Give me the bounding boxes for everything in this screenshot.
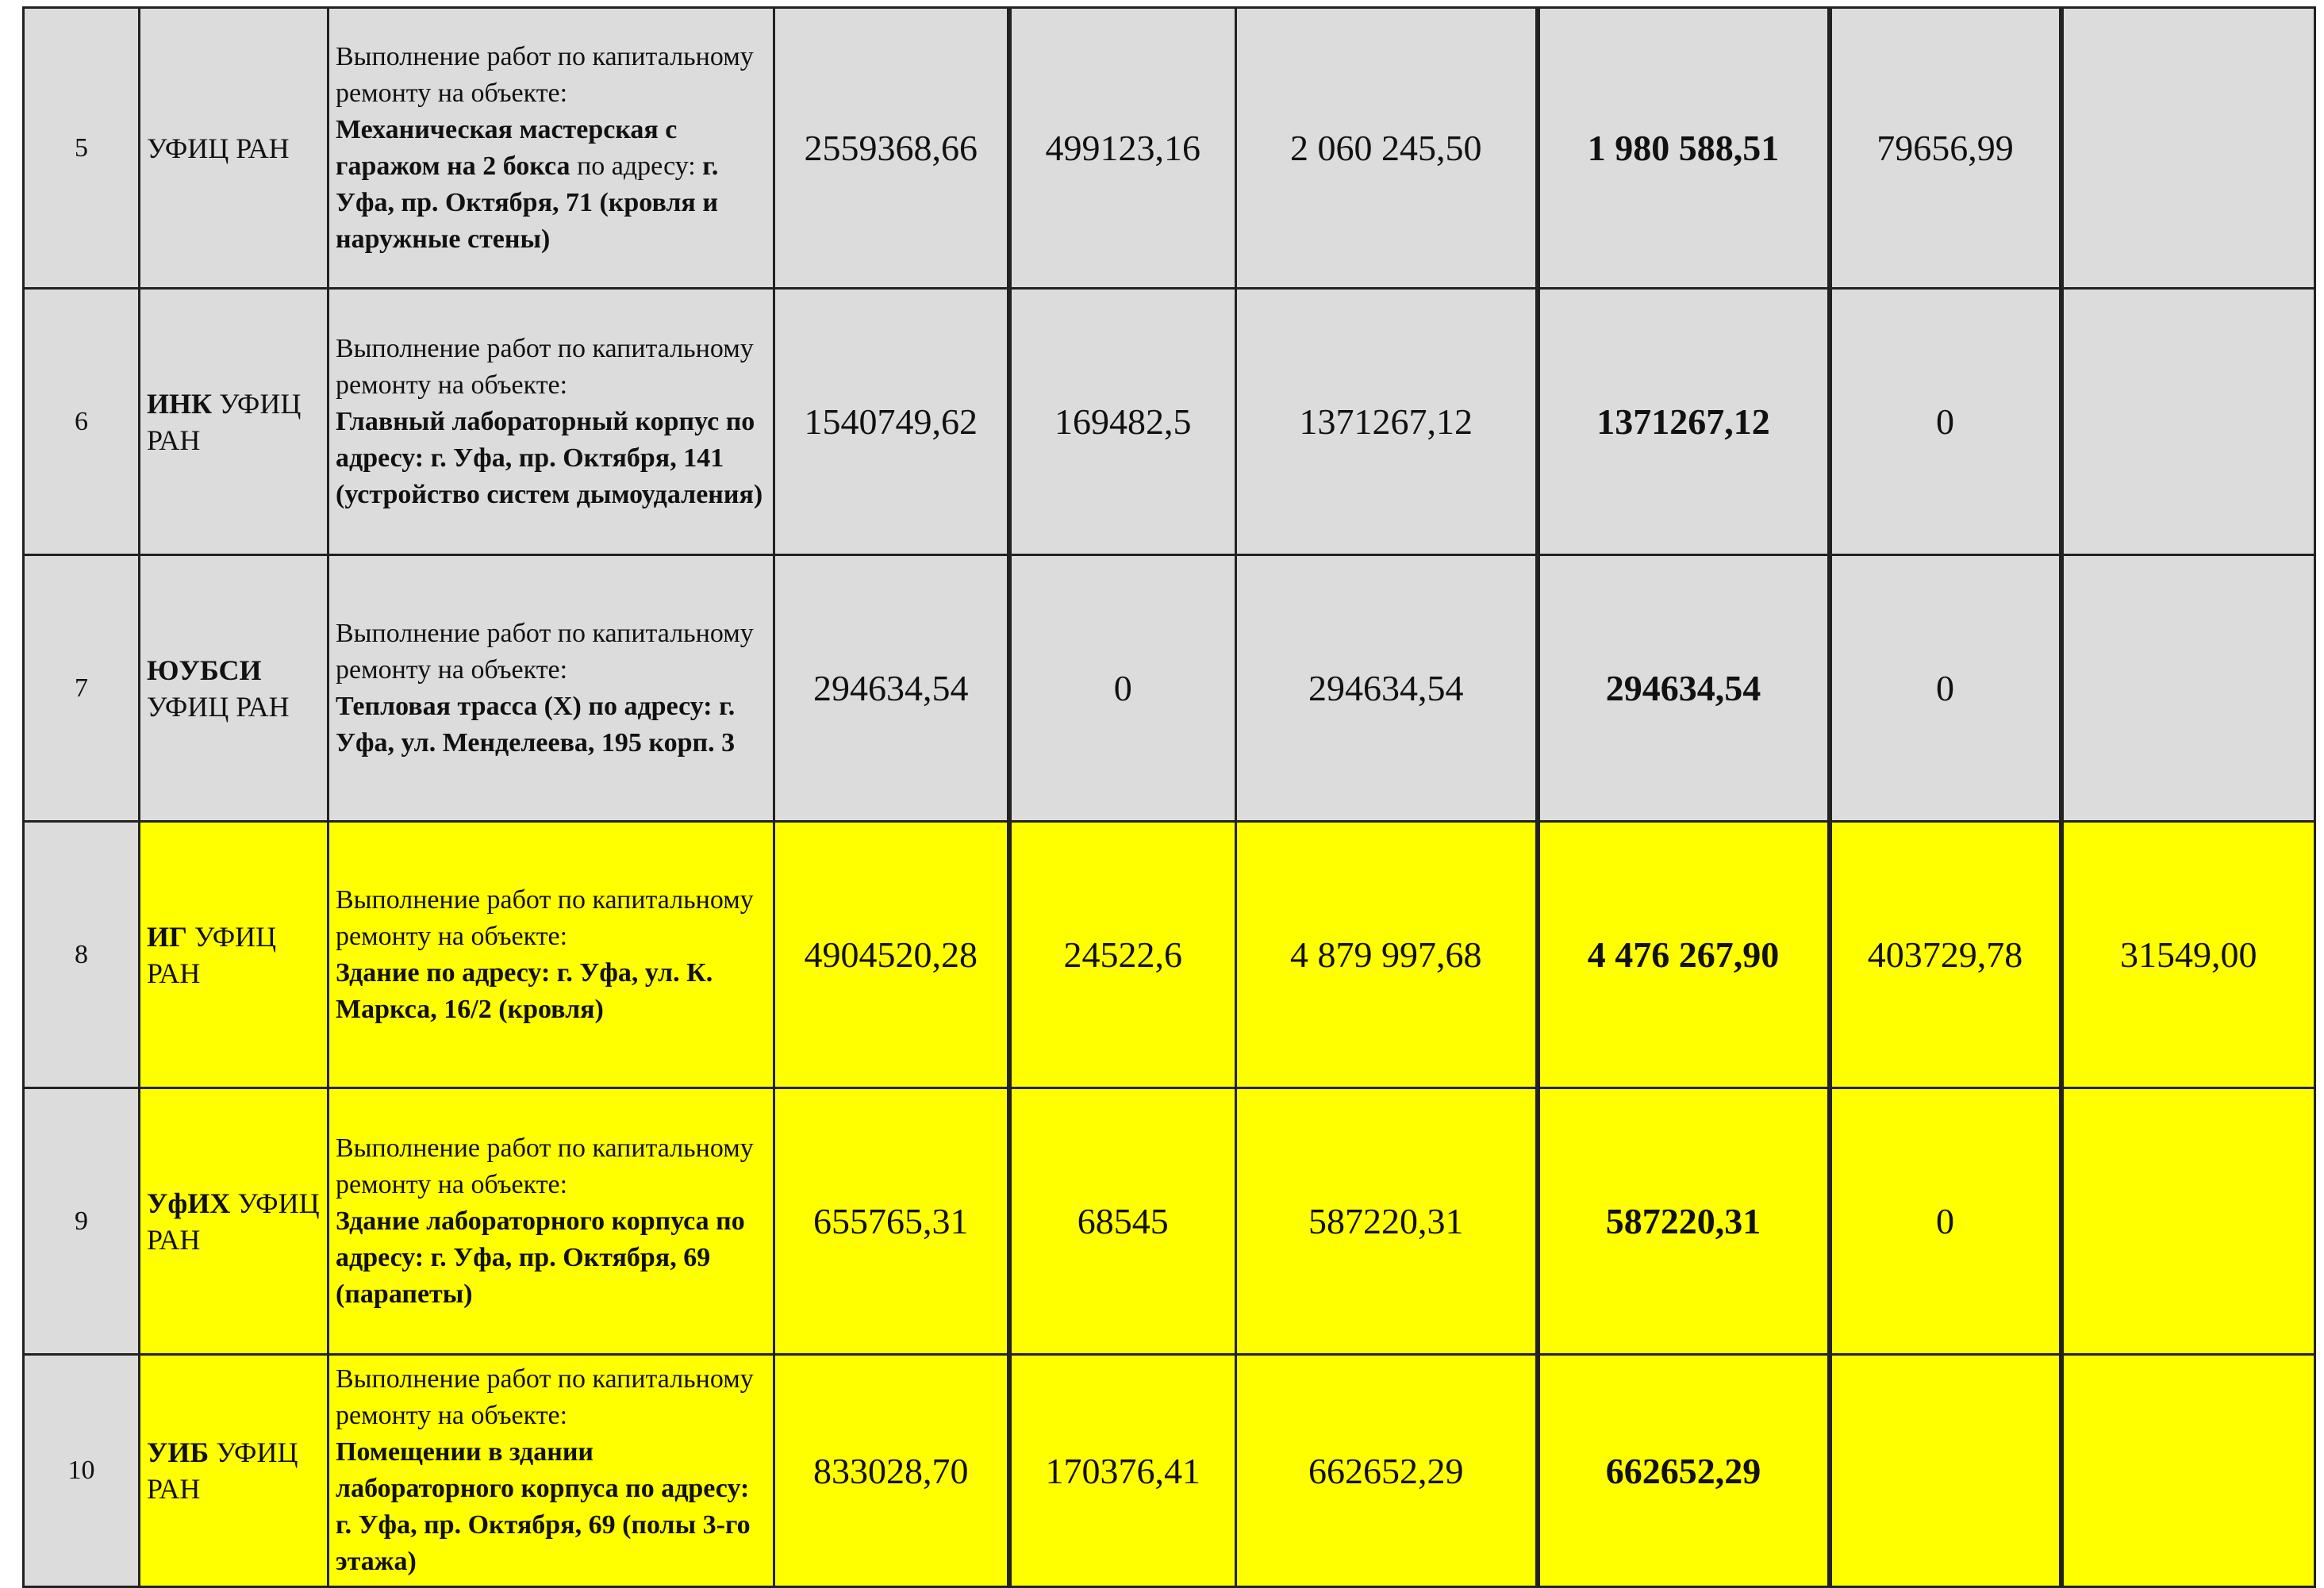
table-row: [24, 8, 2315, 289]
value-cell-6: 31549,00: [2061, 822, 2315, 1088]
value-cell-5: 0: [1830, 555, 2061, 822]
value-cell-3: 294634,54: [1236, 555, 1538, 822]
value-cell-4: 587220,31: [1538, 1088, 1830, 1355]
description-object: Здание лабораторного корпуса по адресу: г. Уфа, пр. Октября, 69 (парапеты): [336, 1206, 745, 1309]
value-cell-1: 655765,31: [774, 1088, 1009, 1355]
value-cell-6: [2061, 289, 2315, 555]
value-cell-5: 403729,78: [1830, 822, 2061, 1088]
value-cell-2: 68545: [1009, 1088, 1236, 1355]
description-address: г. Уфа, пр. Октября, 71 (кровля и наружные стены): [336, 151, 719, 254]
value-cell-3: 2 060 245,50: [1236, 8, 1538, 289]
organization-name: УФИЦ РАН: [147, 1187, 320, 1256]
description-intro: Выполнение работ по капитальному ремонту на объекте:: [336, 618, 754, 685]
work-description-cell: [328, 1088, 774, 1355]
organization-name: УФИЦ РАН: [147, 920, 277, 989]
value-cell-6: [2061, 1088, 2315, 1355]
value-cell-2: 169482,5: [1009, 289, 1236, 555]
value-cell-4: 1 980 588,51: [1538, 8, 1830, 289]
description-mid: по адресу:: [570, 151, 703, 181]
row-number: 10: [24, 1355, 140, 1587]
description-intro: Выполнение работ по капитальному ремонту на объекте:: [336, 884, 754, 951]
organization-cell: [140, 289, 328, 555]
organization-abbr: УфИХ: [147, 1187, 231, 1219]
row-number: 7: [24, 555, 140, 822]
work-description-cell: [328, 822, 774, 1088]
table-row: [24, 822, 2315, 1088]
table-row: [24, 1355, 2315, 1587]
description-object: Главный лабораторный корпус по адресу: г. Уфа, пр. Октября, 141 (устройство систем дымоудаления): [336, 406, 763, 509]
description-object: Помещении в здании лабораторного корпуса по адресу: г. Уфа, пр. Октября, 69 (полы 3-го этажа): [336, 1437, 751, 1576]
organization-name: УФИЦ РАН: [147, 690, 290, 723]
value-cell-6: [2061, 555, 2315, 822]
description-intro: Выполнение работ по капитальному ремонту на объекте:: [336, 333, 754, 400]
value-cell-1: 833028,70: [774, 1355, 1009, 1587]
value-cell-1: 2559368,66: [774, 8, 1009, 289]
value-cell-4: 294634,54: [1538, 555, 1830, 822]
value-cell-5: 79656,99: [1830, 8, 2061, 289]
work-description-cell: [328, 289, 774, 555]
value-cell-5: 0: [1830, 1088, 2061, 1355]
row-number: 6: [24, 289, 140, 555]
description-intro: Выполнение работ по капитальному ремонту на объекте:: [336, 1364, 754, 1430]
value-cell-3: 587220,31: [1236, 1088, 1538, 1355]
organization-abbr: УИБ: [147, 1436, 209, 1468]
table-row: [24, 1088, 2315, 1355]
value-cell-2: 170376,41: [1009, 1355, 1236, 1587]
value-cell-6: [2061, 8, 2315, 289]
value-cell-2: 499123,16: [1009, 8, 1236, 289]
organization-cell: [140, 8, 328, 289]
value-cell-3: 1371267,12: [1236, 289, 1538, 555]
value-cell-4: 4 476 267,90: [1538, 822, 1830, 1088]
value-cell-3: 662652,29: [1236, 1355, 1538, 1587]
value-cell-4: 1371267,12: [1538, 289, 1830, 555]
work-description-cell: [328, 1355, 774, 1587]
organization-cell: [140, 1088, 328, 1355]
value-cell-1: 4904520,28: [774, 822, 1009, 1088]
description-object: Тепловая трасса (Х) по адресу: г. Уфа, ул. Менделеева, 195 корп. 3: [336, 691, 736, 758]
description-intro: Выполнение работ по капитальному ремонту на объекте:: [336, 41, 754, 108]
value-cell-1: 294634,54: [774, 555, 1009, 822]
value-cell-1: 1540749,62: [774, 289, 1009, 555]
row-number: 5: [24, 8, 140, 289]
organization-cell: [140, 822, 328, 1088]
value-cell-5: 0: [1830, 289, 2061, 555]
organization-cell: [140, 1355, 328, 1587]
table-row: [24, 555, 2315, 822]
value-cell-3: 4 879 997,68: [1236, 822, 1538, 1088]
value-cell-4: 662652,29: [1538, 1355, 1830, 1587]
organization-abbr: ЮУБСИ: [147, 654, 262, 686]
row-number: 9: [24, 1088, 140, 1355]
organization-cell: [140, 555, 328, 822]
organization-abbr: ИГ: [147, 920, 187, 953]
description-object: Механическая мастерская с гаражом на 2 бокса: [336, 114, 678, 181]
value-cell-2: 24522,6: [1009, 822, 1236, 1088]
organization-abbr: ИНК: [147, 387, 213, 420]
description-intro: Выполнение работ по капитальному ремонту на объекте:: [336, 1133, 754, 1199]
organization-name: УФИЦ РАН: [147, 132, 290, 164]
value-cell-5: [1830, 1355, 2061, 1587]
organization-name: УФИЦ РАН: [147, 1436, 298, 1505]
organization-name: УФИЦ РАН: [147, 387, 302, 456]
description-object: Здание по адресу: г. Уфа, ул. К. Маркса, 16/2 (кровля): [336, 957, 713, 1024]
work-description-cell: [328, 8, 774, 289]
table-row: [24, 289, 2315, 555]
repair-works-table: [22, 6, 2316, 1588]
value-cell-6: [2061, 1355, 2315, 1587]
row-number: 8: [24, 822, 140, 1088]
value-cell-2: 0: [1009, 555, 1236, 822]
work-description-cell: [328, 555, 774, 822]
